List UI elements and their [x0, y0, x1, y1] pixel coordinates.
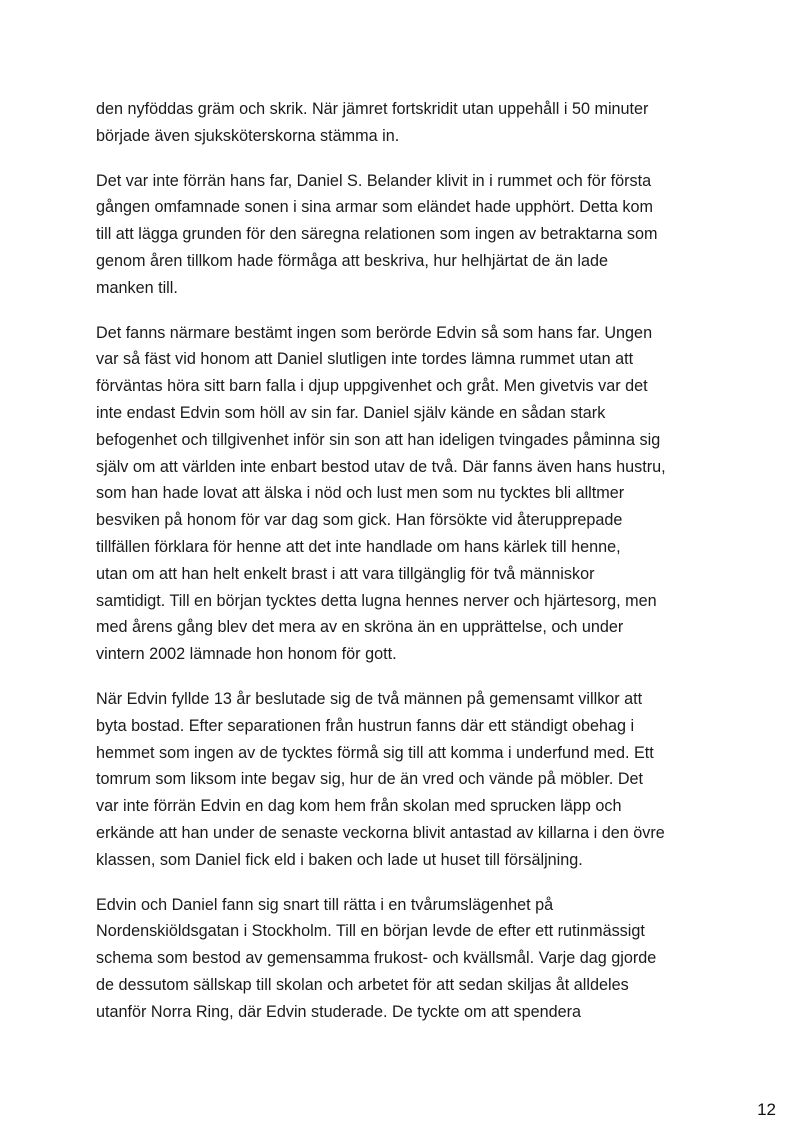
text-line: byta bostad. Efter separationen från hustrun fanns där ett ständigt obehag i	[96, 716, 635, 735]
text-line: hemmet som ingen av de tycktes förmå sig till att komma i underfund med. Ett	[96, 743, 654, 762]
text-line: utanför Norra Ring, där Edvin studerade. De tyckte om att spendera	[96, 1002, 581, 1021]
text-line: genom åren tillkom hade förmåga att beskriva, hur helhjärtat de än lade	[96, 251, 609, 270]
text-line: manken till.	[96, 278, 178, 297]
text-line: När Edvin fyllde 13 år beslutade sig de två männen på gemensamt villkor att	[96, 689, 643, 708]
text-line: besviken på honom för var dag som gick. Han försökte vid återupprepade	[96, 511, 623, 530]
body-text	[96, 96, 716, 1044]
text-line: vintern 2002 lämnade hon honom för gott.	[96, 645, 397, 664]
text-line: schema som bestod av gemensamma frukost- och kvällsmål. Varje dag gjorde	[96, 949, 657, 968]
text-line: befogenhet och tillgivenhet inför sin son att han ideligen tvingades påminna sig	[96, 430, 661, 449]
paragraph-4	[96, 686, 716, 874]
text-line: klassen, som Daniel fick eld i baken och lade ut huset till försäljning.	[96, 850, 583, 869]
paragraph-2	[96, 168, 716, 302]
text-line: samtidigt. Till en början tycktes detta lugna hennes nerver och hjärtesorg, men	[96, 591, 657, 610]
text-line: den nyföddas gräm och skrik. När jämret fortskridit utan uppehåll i 50 minuter	[96, 100, 649, 118]
text-line: förväntas höra sitt barn falla i djup uppgivenhet och gråt. Men givetvis var det	[96, 377, 648, 396]
text-line: gången omfamnade sonen i sina armar som eländet hade upphört. Detta kom	[96, 198, 654, 217]
text-line: själv om att världen inte enbart bestod utav de två. Där fanns även hans hustru,	[96, 457, 666, 476]
paragraph-3	[96, 320, 716, 668]
page-number: 12	[757, 1100, 776, 1119]
text-line: som han hade lovat att älska i nöd och lust men som nu tycktes bli alltmer	[96, 484, 625, 503]
text-line: började även sjuksköterskorna stämma in.	[96, 126, 400, 145]
text-line: Det fanns närmare bestämt ingen som berörde Edvin så som hans far. Ungen	[96, 323, 653, 342]
text-line: Edvin och Daniel fann sig snart till rätta i en tvårumslägenhet på	[96, 895, 554, 914]
paragraph-1	[96, 96, 716, 150]
text-line: var inte förrän Edvin en dag kom hem från skolan med sprucken läpp och	[96, 797, 622, 816]
text-line: utan om att han helt enkelt brast i att vara tillgänglig för två människor	[96, 564, 595, 583]
text-line: erkände att han under de senaste veckorna blivit antastad av killarna i den övre	[96, 823, 665, 842]
text-line: de dessutom sällskap till skolan och arbetet för att sedan skiljas åt alldeles	[96, 975, 629, 994]
text-line: Nordenskiöldsgatan i Stockholm. Till en början levde de efter ett rutinmässigt	[96, 922, 645, 941]
text-line: till att lägga grunden för den säregna relationen som ingen av betraktarna som	[96, 225, 658, 244]
text-line: tomrum som liksom inte begav sig, hur de än vred och vände på möbler. Det	[96, 770, 644, 789]
text-line: inte endast Edvin som höll av sin far. Daniel själv kände en sådan stark	[96, 403, 606, 422]
text-line: med årens gång blev det mera av en skröna än en upprättelse, och under	[96, 618, 624, 637]
paragraph-5	[96, 892, 716, 1026]
text-line: var så fäst vid honom att Daniel slutligen inte tordes lämna rummet utan att	[96, 350, 634, 369]
text-line: tillfällen förklara för henne att det inte handlade om hans kärlek till henne,	[96, 537, 621, 556]
text-line: Det var inte förrän hans far, Daniel S. Belander klivit in i rummet och för första	[96, 171, 652, 190]
